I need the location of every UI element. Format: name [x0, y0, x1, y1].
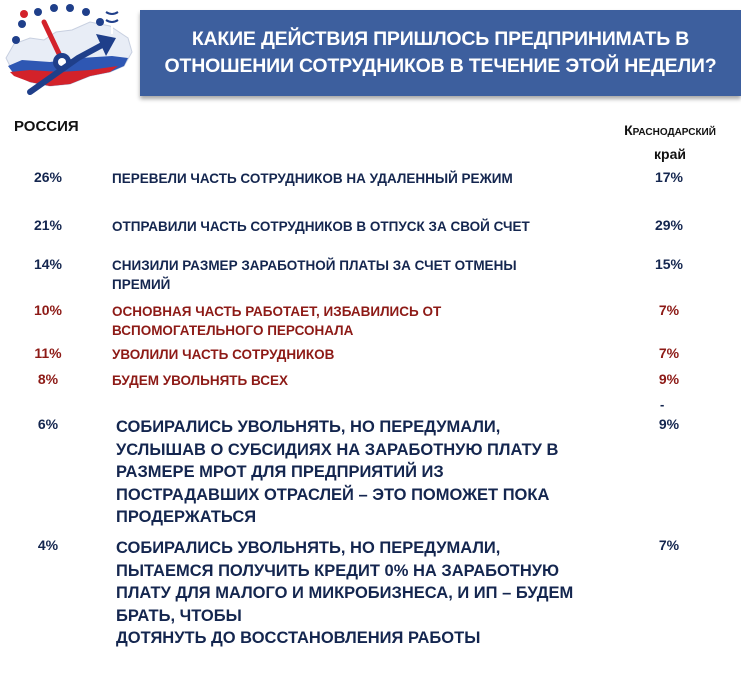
- row-text-line: СОБИРАЛИСЬ УВОЛЬНЯТЬ, НО ПЕРЕДУМАЛИ,: [116, 539, 501, 557]
- row-text: [112, 345, 334, 364]
- row-text: [116, 537, 586, 650]
- krasnodar-value: 15%: [654, 256, 684, 272]
- row-text: [116, 416, 586, 529]
- row-text-line: ВСПОМОГАТЕЛЬНОГО ПЕРСОНАЛА: [112, 323, 354, 338]
- row-text: [112, 169, 513, 188]
- krasnodar-value: 17%: [654, 169, 684, 185]
- krasnodar-value: 29%: [654, 217, 684, 233]
- row-text-line: ПРОДЕРЖАТЬСЯ: [116, 508, 257, 526]
- column-header-krasnodar-line2: край: [654, 146, 686, 162]
- row-text-line: ПЛАТУ ДЛЯ МАЛОГО И МИКРОБИЗНЕСА, И ИП – БУДЕМ: [116, 584, 574, 602]
- row-text: [112, 371, 288, 390]
- row-text-line: РАЗМЕРЕ МРОТ ДЛЯ ПРЕДПРИЯТИЙ ИЗ: [116, 463, 444, 481]
- row-text-line: ПРЕМИЙ: [112, 277, 171, 292]
- krasnodar-value: 7%: [658, 537, 680, 553]
- russia-value: 14%: [33, 256, 63, 272]
- row-text-line: ПЫТАЕМСЯ ПОЛУЧИТЬ КРЕДИТ 0% НА ЗАРАБОТНУЮ: [116, 561, 560, 580]
- row-text: [112, 256, 517, 294]
- row-text-line: ПОСТРАДАВШИХ ОТРАСЛЕЙ – ЭТО ПОМОЖЕТ ПОКА: [116, 485, 550, 504]
- row-text-line: БУДЕМ УВОЛЬНЯТЬ ВСЕХ: [112, 373, 288, 388]
- column-header-krasnodar-line1: Краснодарский: [624, 122, 716, 138]
- krasnodar-value: 7%: [658, 302, 680, 318]
- row-text-line: БРАТЬ, ЧТОБЫ: [116, 606, 242, 625]
- decorative-tick: -: [660, 397, 665, 412]
- krasnodar-value: 7%: [658, 345, 680, 361]
- russia-value: 4%: [37, 537, 59, 553]
- row-text-line: СОБИРАЛИСЬ УВОЛЬНЯТЬ, НО ПЕРЕДУМАЛИ,: [116, 418, 501, 436]
- russia-value: 6%: [37, 416, 59, 432]
- title-banner: [140, 10, 741, 96]
- logo-russia-map-gauge-icon: [0, 0, 140, 100]
- russia-value: 8%: [37, 371, 59, 387]
- title-line-1: КАКИЕ ДЕЙСТВИЯ ПРИШЛОСЬ ПРЕДПРИНИМАТЬ В: [191, 28, 690, 50]
- title-line-2: ОТНОШЕНИИ СОТРУДНИКОВ В ТЕЧЕНИЕ ЭТОЙ НЕДЕЛИ?: [164, 55, 717, 77]
- row-text-line: УВОЛИЛИ ЧАСТЬ СОТРУДНИКОВ: [112, 347, 335, 362]
- russia-value: 11%: [34, 345, 62, 361]
- page-title: [165, 26, 717, 80]
- krasnodar-value: 9%: [658, 416, 680, 432]
- russia-value: 26%: [33, 169, 63, 185]
- row-text-line: УСЛЫШАВ О СУБСИДИЯХ НА ЗАРАБОТНУЮ ПЛАТУ В: [116, 440, 559, 459]
- russia-value: 21%: [33, 217, 63, 233]
- row-text-line: ПЕРЕВЕЛИ ЧАСТЬ СОТРУДНИКОВ НА УДАЛЕННЫЙ РЕЖИМ: [112, 171, 513, 186]
- column-header-krasnodar: [598, 118, 741, 166]
- row-text: [112, 302, 441, 340]
- russia-value: 10%: [33, 302, 63, 318]
- column-header-russia: РОССИЯ: [14, 118, 79, 135]
- row-text-line: ОТПРАВИЛИ ЧАСТЬ СОТРУДНИКОВ В ОТПУСК ЗА СВОЙ СЧЕТ: [112, 219, 530, 234]
- row-text-line: ОСНОВНАЯ ЧАСТЬ РАБОТАЕТ, ИЗБАВИЛИСЬ ОТ: [112, 304, 442, 319]
- krasnodar-value: 9%: [658, 371, 680, 387]
- row-text-line: СНИЗИЛИ РАЗМЕР ЗАРАБОТНОЙ ПЛАТЫ ЗА СЧЕТ ОТМЕНЫ: [112, 258, 517, 273]
- row-text-line: ДОТЯНУТЬ ДО ВОССТАНОВЛЕНИЯ РАБОТЫ: [116, 629, 481, 647]
- row-text: [112, 217, 530, 236]
